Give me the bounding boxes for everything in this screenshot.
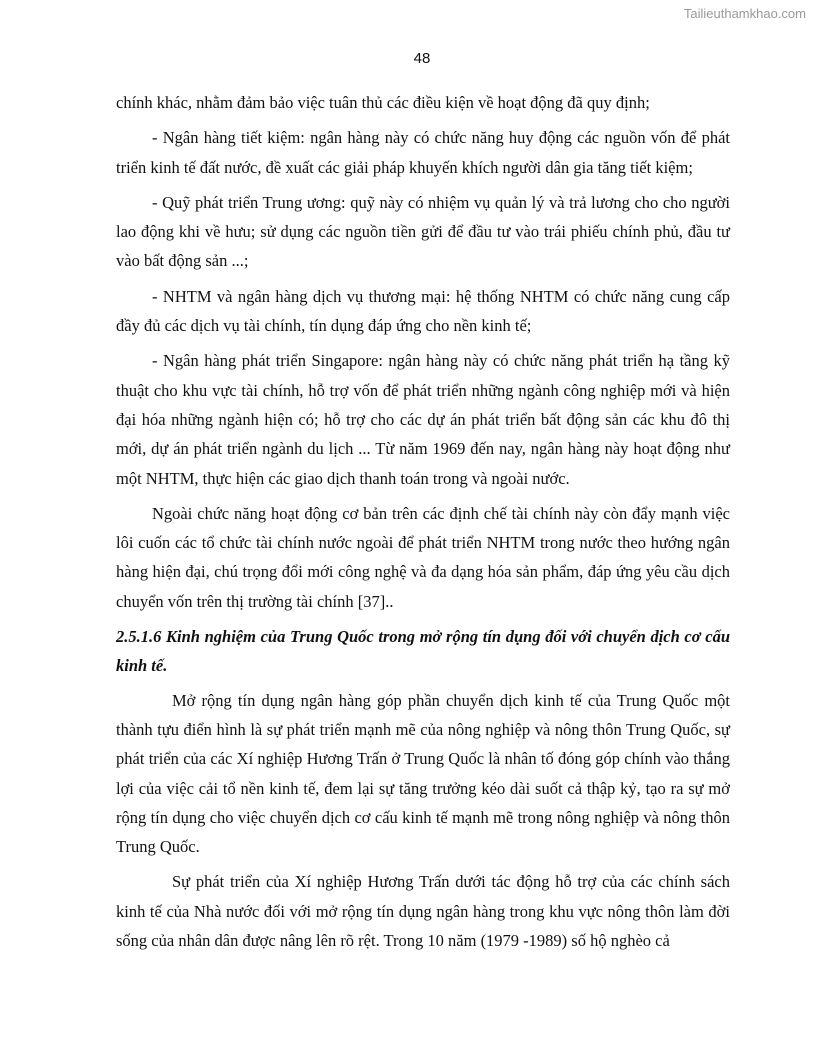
document-body xyxy=(116,88,730,961)
list-item-development-bank: - Ngân hàng phát triển Singapore: ngân hàng này có chức năng phát triển hạ tầng kỹ thuật cho khu vực tài chính, hỗ trợ vốn để phát triển những ngành công nghiệp mới và hiện đại hóa những ngành hiện có; hỗ trợ cho các dự án phát triển bất động sản các khu đô thị mới, dự án phát triển ngành du lịch ... Từ năm 1969 đến nay, ngân hàng này hoạt động như một NHTM, thực hiện các giao dịch thanh toán trong và ngoài nước. xyxy=(116,351,730,488)
paragraph: Ngoài chức năng hoạt động cơ bản trên các định chế tài chính này còn đẩy mạnh việc lôi cuốn các tổ chức tài chính nước ngoài để phát triển NHTM trong nước theo hướng ngân hàng hiện đại, chú trọng đổi mới công nghệ và đa dạng hóa sản phẩm, đáp ứng yêu cầu dịch chuyển vốn trên thị trường tài chính [37].. xyxy=(116,503,730,611)
watermark: Tailieuthamkhao.com xyxy=(683,6,806,21)
paragraph: Mở rộng tín dụng ngân hàng góp phần chuyển dịch kinh tế của Trung Quốc một thành tựu điển hình là sự phát triển mạnh mẽ của nông nghiệp và nông thôn Trung Quốc, sự phát triển của các Xí nghiệp Hương Trấn ở Trung Quốc là nhân tố đóng góp chính vào thắng lợi của việc cải tổ nền kinh tế, đem lại sự tăng trưởng kéo dài suốt cả thập kỷ, tạo ra sự mở rộng tín dụng cho việc chuyển dịch cơ cấu kinh tế mạnh mẽ trong nông nghiệp và nông thôn Trung Quốc. xyxy=(116,690,730,857)
paragraph: Sự phát triển của Xí nghiệp Hương Trấn dưới tác động hỗ trợ của các chính sách kinh tế của Nhà nước đối với mở rộng tín dụng ngân hàng trong khu vực nông thôn làm đời sống của nhân dân được nâng lên rõ rệt. Trong 10 năm (1979 -1989) số hộ nghèo cả xyxy=(116,872,730,951)
section-heading: 2.5.1.6 Kinh nghiệm của Trung Quốc trong mở rộng tín dụng đối với chuyển dịch cơ cấu kinh tế. xyxy=(116,627,730,676)
list-item-savings-bank: - Ngân hàng tiết kiệm: ngân hàng này có chức năng huy động các nguồn vốn để phát triển kinh tế đất nước, đề xuất các giải pháp khuyến khích người dân gia tăng tiết kiệm; xyxy=(116,128,730,177)
list-item-central-fund: - Quỹ phát triển Trung ương: quỹ này có nhiệm vụ quản lý và trả lương cho cho người lao động khi về hưu; sử dụng các nguồn tiền gửi để đầu tư vào trái phiếu chính phủ, đầu tư vào bất động sản ...; xyxy=(116,192,730,271)
paragraph: chính khác, nhằm đảm bảo việc tuân thủ các điều kiện về hoạt động đã quy định; xyxy=(116,93,650,112)
list-item-commercial-banks: - NHTM và ngân hàng dịch vụ thương mại: hệ thống NHTM có chức năng cung cấp đầy đủ các dịch vụ tài chính, tín dụng đáp ứng cho nền kinh tế; xyxy=(116,286,730,336)
page-number: 48 xyxy=(413,50,431,67)
